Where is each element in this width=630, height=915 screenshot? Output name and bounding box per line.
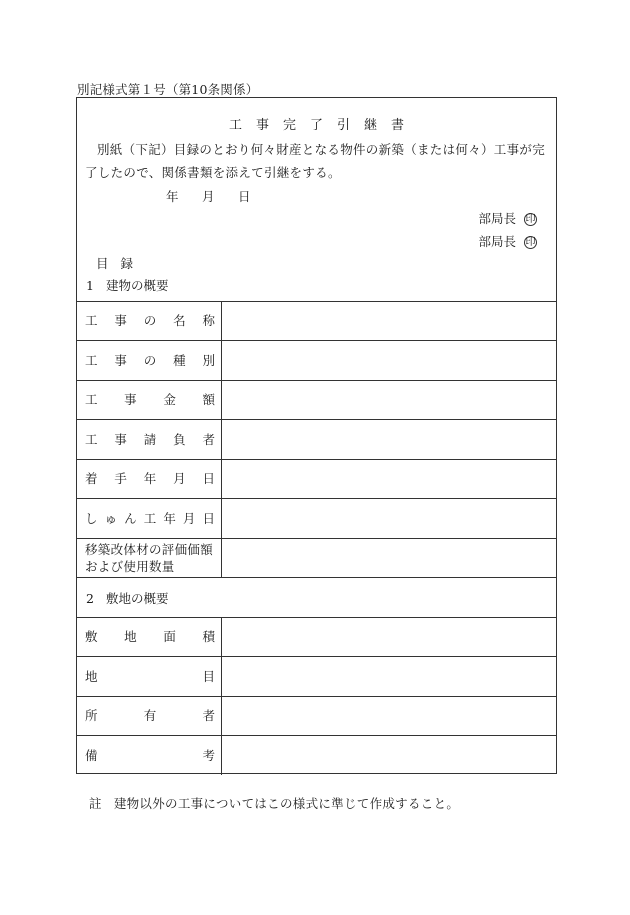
- title-char: 継: [364, 118, 378, 133]
- signature-title: 部局長: [478, 211, 516, 226]
- footnote: 註 建物以外の工事についてはこの様式に準じて作成すること。: [89, 796, 460, 811]
- column-rule: [221, 617, 222, 775]
- row-label: 工 事 金 額: [85, 392, 215, 408]
- value-cell[interactable]: [222, 538, 556, 578]
- title-char: 完: [282, 118, 296, 133]
- date-day-label: 日: [238, 189, 251, 204]
- document-title: [77, 114, 556, 133]
- title-char: 書: [391, 118, 405, 133]
- row-label: 備 考: [85, 747, 215, 763]
- body-text: 別紙（下記）目録のとおり何々財産となる物件の新築（または何々）工事が完了したので、関係書類を添えて引継をする。: [85, 142, 546, 180]
- value-cell[interactable]: [222, 696, 556, 736]
- table-rule: [77, 577, 556, 578]
- section-1-heading: 1 建物の概要: [86, 278, 169, 293]
- title-char: 事: [255, 118, 269, 133]
- value-cell[interactable]: [222, 617, 556, 657]
- row-label: 移築改体材の評価価額および使用数量: [85, 541, 214, 574]
- signature-title: 部局長: [478, 234, 516, 249]
- section-2-heading: 2 敷地の概要: [86, 591, 169, 606]
- value-cell[interactable]: [222, 380, 556, 420]
- row-label: 地 目: [85, 668, 215, 684]
- seal-mark: 印: [525, 237, 536, 248]
- form-frame: [76, 97, 557, 774]
- date-year-label: 年: [166, 189, 179, 204]
- row-label: 所 有 者: [85, 708, 215, 724]
- row-label: し ゅ ん 工 年 月 日: [85, 510, 215, 526]
- value-cell[interactable]: [222, 735, 556, 775]
- value-cell[interactable]: [222, 340, 556, 380]
- title-char: 工: [228, 118, 242, 133]
- signature-line-1: [478, 209, 537, 227]
- row-label: 敷 地 面 積: [85, 629, 215, 645]
- value-cell[interactable]: [222, 301, 556, 341]
- row-label: 工 事 の 名 称: [85, 313, 215, 329]
- row-label: 工 事 の 種 別: [85, 352, 215, 368]
- row-label: 着 手 年 月 日: [85, 471, 215, 487]
- form-number-label: 別記様式第１号（第10条関係）: [77, 82, 259, 97]
- date-month-label: 月: [202, 189, 215, 204]
- value-cell[interactable]: [222, 498, 556, 538]
- seal-mark: 印: [525, 214, 536, 225]
- row-label: 工 事 請 負 者: [85, 431, 215, 447]
- column-rule: [221, 301, 222, 578]
- value-cell[interactable]: [222, 419, 556, 459]
- date-line: [166, 187, 274, 205]
- catalog-heading: 目 録: [96, 256, 134, 271]
- value-cell[interactable]: [222, 656, 556, 696]
- signature-line-2: [478, 232, 537, 250]
- title-char: 了: [309, 118, 323, 133]
- value-cell[interactable]: [222, 459, 556, 499]
- title-char: 引: [337, 118, 351, 133]
